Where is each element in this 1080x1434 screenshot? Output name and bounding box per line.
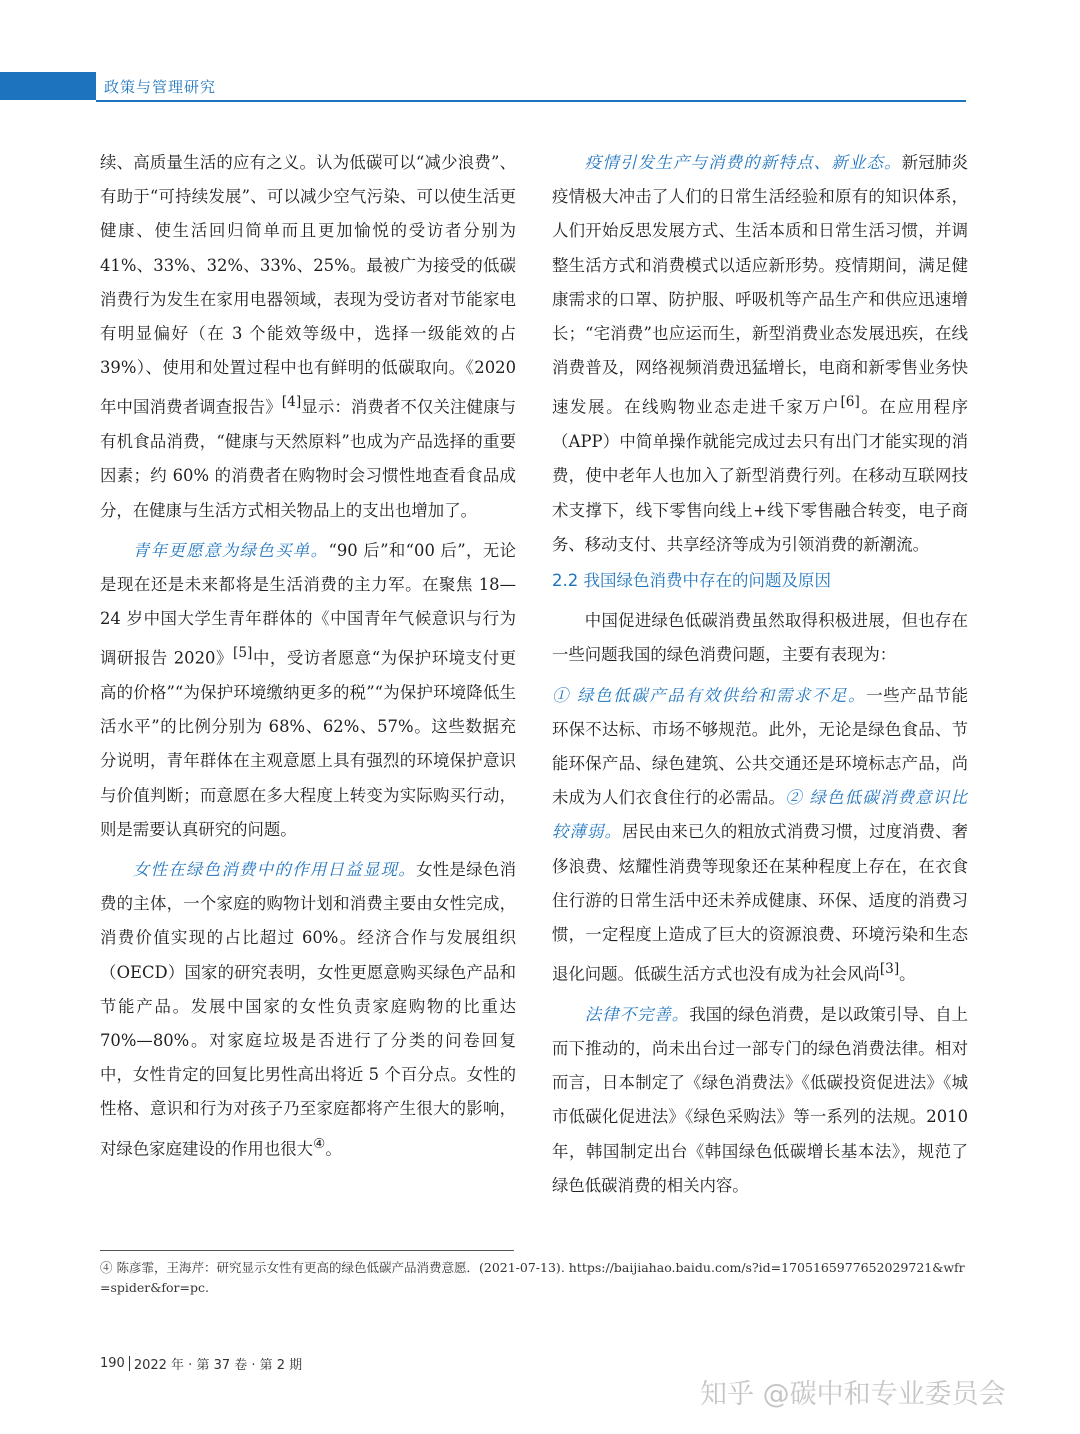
page-number: 190 [100, 1356, 130, 1371]
citation-ref[interactable]: [4] [281, 394, 302, 411]
paragraph-lead: 疫情引发生产与消费的新特点、新业态。 [584, 153, 902, 172]
paragraph: 续、高质量生活的应有之义。认为低碳可以“减少浪费”、有助于“可持续发展”、可以减少空气污染、可以使生活更健康、使生活回归简单而且更加愉悦的受访者分别为41%、33%、32%、33%、25%。最被广为接受的低碳消费行为发生在家用电器领域，表现为受访者对节能家电有明显偏好（在 3 个能效等级中，选择一级能效的占 39%）、使用和处置过程中也有鲜明的低碳取向。《2020 年中国消费者调查报告》[4]显示：消费者不仅关注健康与有机食品消费，“健康与天然原料”也成为产品选择的重要因素；约 60% 的消费者在购物时会习惯性地查看食品成分，在健康与生活方式相关物品上的支出也增加了。 [100, 153, 517, 520]
paragraph-lead: ② 绿色低碳消费意识比较薄弱。 [552, 788, 969, 842]
citation-ref[interactable]: [6] [840, 394, 860, 411]
right-column [552, 146, 968, 1203]
paragraph-lead: 青年更愿意为绿色买单。 [132, 540, 329, 560]
header-color-tab [0, 72, 96, 100]
running-header-title: 政策与管理研究 [104, 78, 217, 96]
left-column [100, 146, 516, 1166]
footnote [100, 1258, 966, 1298]
issue-info: 2022 年 · 第 37 卷 · 第 2 期 [133, 1358, 303, 1373]
paragraph: 法律不完善。我国的绿色消费，是以政策引导、自上而下推动的，尚未出台过一部专门的绿色消费法律。相对而言，日本制定了《绿色消费法》《低碳投资促进法》《城市低碳化促进法》《绿色采购法》等一系列的法规。2010 年，韩国制定出台《韩国绿色低碳增长基本法》，规范了绿色低碳消费的相关内容。 [552, 1004, 969, 1195]
header-rule [96, 100, 966, 102]
footnote-text[interactable]: 陈彦霏，王海芹：研究显示女性有更高的绿色低碳产品消费意愿．(2021-07-13). https://baijiahao.baidu.com/s?id=1705165977652029721&wfr=spider&for=pc. [100, 1260, 965, 1295]
watermark: 知乎 @碳中和专业委员会 [700, 1379, 1006, 1410]
citation-ref[interactable]: [3] [879, 961, 900, 978]
page-footer [100, 1354, 302, 1373]
paragraph-lead: ① 绿色低碳产品有效供给和需求不足。 [552, 685, 867, 705]
paragraph-lead: 女性在绿色消费中的作用日益显现。 [132, 860, 417, 879]
footnote-mark: ④ [100, 1260, 113, 1275]
section-heading: 2.2 我国绿色消费中存在的问题及原因 [552, 570, 831, 590]
footnote-ref[interactable]: ④ [313, 1135, 326, 1152]
paragraph: ① 绿色低碳产品有效供给和需求不足。一些产品节能环保不达标、市场不够规范。此外，无论是绿色食品、节能环保产品、绿色建筑、公共交通还是环境标志产品，尚未成为人们衣食住行的必需品。② 绿色低碳消费意识比较薄弱。居民由来已久的粗放式消费习惯，过度消费、奢侈浪费、炫耀性消费等现象还在某种程度上存在，在衣食住行游的日常生活中还未养成健康、环保、适度的消费习惯，一定程度上造成了巨大的资源浪费、环境污染和生态退化问题。低碳生活方式也没有成为社会风尚[3]。 [552, 685, 969, 984]
paragraph: 女性在绿色消费中的作用日益显现。女性是绿色消费的主体，一个家庭的购物计划和消费主要由女性完成，消费价值实现的占比超过 60%。经济合作与发展组织（OECD）国家的研究表明，女性更愿意购买绿色产品和节能产品。发展中国家的女性负责家庭购物的比重达 70%—80%。对家庭垃圾是否进行了分类的问卷回复中，女性肯定的回复比男性高出将近 5 个百分点。女性的性格、意识和行为对孩子乃至家庭都将产生很大的影响，对绿色家庭建设的作用也很大④。 [100, 860, 517, 1159]
citation-ref[interactable]: [5] [233, 645, 253, 662]
paragraph: 中国促进绿色低碳消费虽然取得积极进展，但也存在一些问题我国的绿色消费问题，主要有表现为： [552, 611, 968, 665]
paragraph: 疫情引发生产与消费的新特点、新业态。新冠肺炎疫情极大冲击了人们的日常生活经验和原有的知识体系，人们开始反思发展方式、生活本质和日常生活习惯，并调整生活方式和消费模式以适应新形势。疫情期间，满足健康需求的口罩、防护服、呼吸机等产品生产和供应迅速增长；“宅消费”也应运而生，新型消费业态发展迅疾，在线消费普及，网络视频消费迅猛增长，电商和新零售业务快速发展。在线购物业态走进千家万户[6]。在应用程序（APP）中简单操作就能完成过去只有出门才能实现的消费，使中老年人也加入了新型消费行列。在移动互联网技术支撑下，线下零售向线上+线下零售融合转变，电子商务、移动支付、共享经济等成为引领消费的新潮流。 [552, 153, 969, 554]
paragraph: 青年更愿意为绿色买单。“90 后”和“00 后”，无论是现在还是未来都将是生活消费的主力军。在聚焦 18—24 岁中国大学生青年群体的《中国青年气候意识与行为调研报告 2020》[5]中，受访者愿意“为保护环境支付更高的价格”“为保护环境缴纳更多的税”“为保护环境降低生活水平”的比例分别为 68%、62%、57%。这些数据充分说明，青年群体在主观意愿上具有强烈的环境保护意识与价值判断；而意愿在多大程度上转变为实际购买行动，则是需要认真研究的问题。 [100, 540, 517, 839]
footnote-rule [100, 1250, 514, 1251]
paragraph-lead: 法律不完善。 [584, 1004, 690, 1024]
